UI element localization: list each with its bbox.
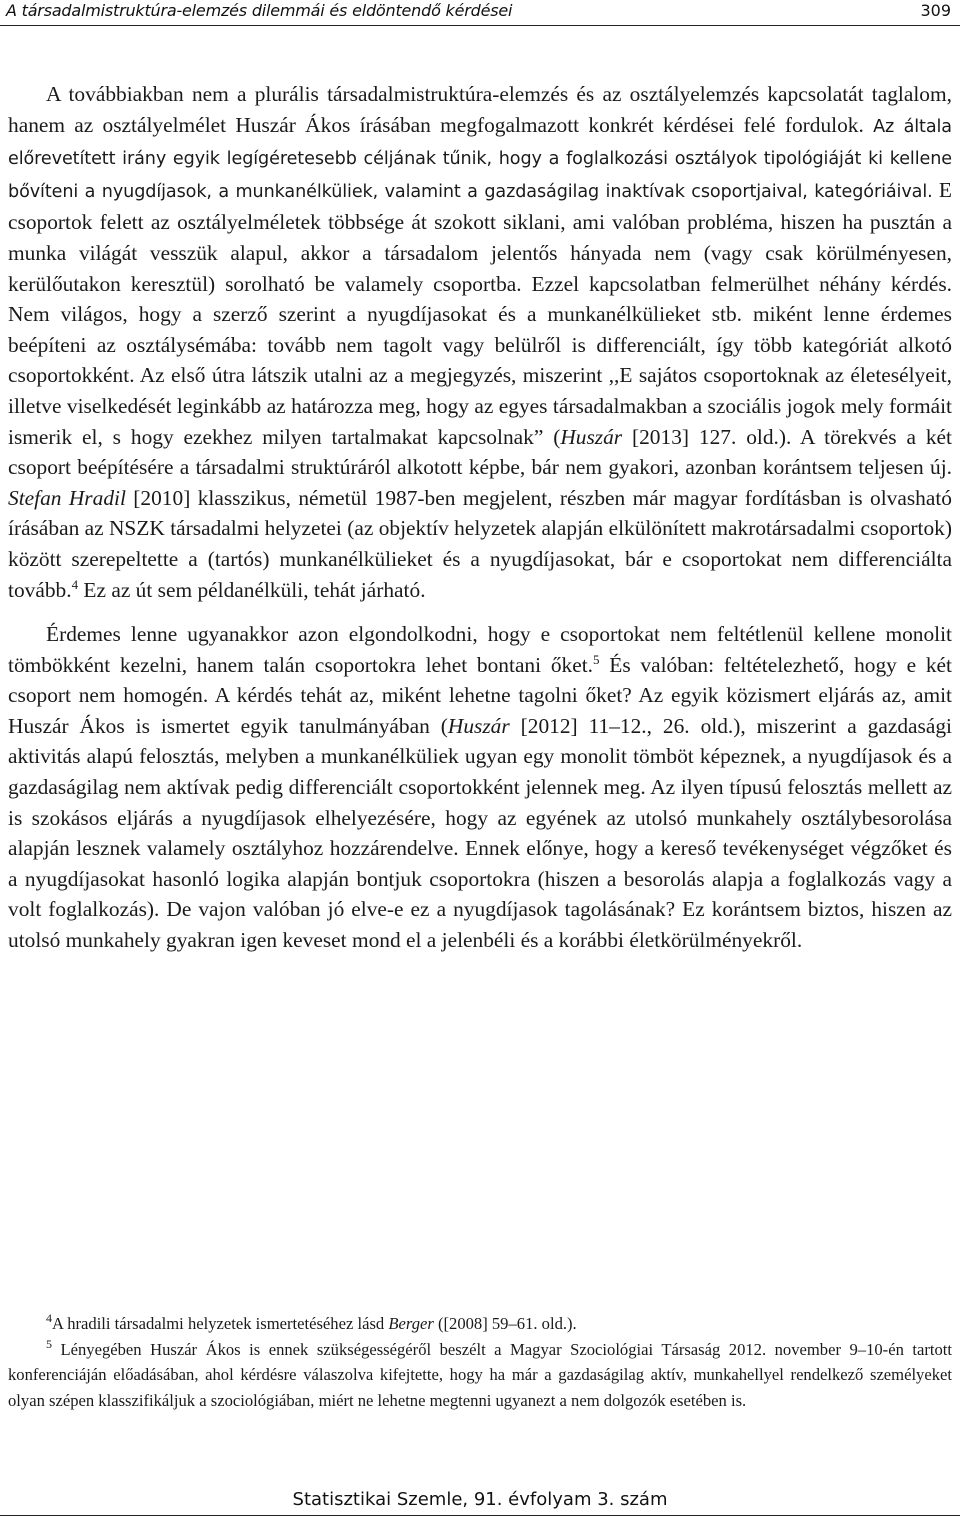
footnote-citation-author: Berger — [388, 1314, 434, 1333]
paragraph-1-sentence-1: A továbbiakban nem a plurális társadalmistruktúra-elemzés és az osztályelemzés kapcsolatát taglalom, hanem az osztályelmélet Huszár Ákos írásában megfogalmazott konkrét kérdései felé fordulok. — [8, 82, 952, 137]
footnote-text: A hradili társadalmi helyzetek ismertetéséhez lásd — [52, 1314, 389, 1333]
journal-name: Statisztikai Szemle, 91. évfolyam 3. szám — [292, 1489, 668, 1510]
paragraph-1-text-5: Ez az út sem példanélküli, tehát járható. — [78, 577, 426, 602]
body-text — [8, 79, 952, 956]
footnote-number: 5 — [46, 1336, 52, 1351]
footnotes — [8, 1311, 952, 1413]
citation-author: Huszár — [447, 713, 510, 738]
paragraph-1-text-2: E csoportok felett az osztályelméletek többsége át szokott siklani, ami valóban probléma, hiszen ha pusztán a munka világát vesszük alapul, akkor a társadalom jelentős hányada nem (vagy csak körülményesen, kerülőutakon keresztül) sorolható be valamely csoportba. Ezzel kapcsolatban felmerülhet néhány kérdés. Nem világos, hogy a szerző szerint a nyugdíjasokat és a munkanélkülieket stb. miként lenne érdemes beépíteni az osztálysémába: tovább nem tagolt vagy belülről is differenciált, így több kategóriát alkotó csoportokként. Az első útra látszik utalni az a megjegyzés, miszerint ,,E sajátos csoportoknak az életesélyeit, illetve viselkedését leginkább az határozza meg, hogy az egyes társadalmakban a szociális jogok mely formáit ismerik el, s hogy ezekhez milyen tartalmakat kapcsolnak” ( — [8, 177, 953, 449]
running-head — [0, 0, 960, 26]
running-head-title: A társadalmistruktúra-elemzés dilemmái és eldöntendő kérdései — [6, 1, 513, 20]
citation-author: Stefan Hradil — [8, 485, 126, 510]
paragraph-1 — [8, 79, 952, 605]
footnote-ref-5[interactable]: 5 — [593, 651, 600, 667]
footnote-ref-4[interactable]: 4 — [71, 576, 79, 592]
footer-rule — [0, 1515, 960, 1516]
paragraph-2-text-3: [2012] 11–12., 26. old.), miszerint a gazdasági aktivitás alapú felosztás, melyben a munkanélküliek ugyan egy monolit tömböt képeznek, a nyugdíjasok és a gazdaságilag nem aktívak pedig differenciált csoportokként jelennek meg. Az ilyen típusú felosztás mellett az is szokásos eljárás a nyugdíjasok elhelyezésére, hogy az egyének az utolsó munkahely osztálybesorolása alapján lesznek valamely osztályhoz hozzárendelve. Ennek előnye, hogy a kereső tevékenységet végzőket és a nyugdíjasokat hasonló logika alapján bontjuk csoportokra (hiszen a besorolás alapja a foglalkozás vagy a volt foglalkozás). De vajon valóban jó elve-e ez a nyugdíjasok tagolásának? Ez korántsem biztos, hiszen az utolsó munkahely gyakran igen keveset mond el a jelenbéli és a korábbi életkörülményekről. — [8, 713, 952, 953]
footnote-text: Lényegében Huszár Ákos is ennek szükségességéről beszélt a Magyar Szociológiai Társaság 2012. november 9–10-én tartott konferenciáján előadásában, ahol kérdésre válaszolva kifejtette, hogy ha már a gazdaságilag aktív, munkahellyel rendelkező személyeket olyan szépen klasszifikáljuk a szociológiában, miért ne lehetne megtenni ugyanezt a nem dolgozók esetében is. — [8, 1339, 952, 1410]
header-rule — [0, 25, 960, 26]
paragraph-1-text-4: [2010] klasszikus, németül 1987-ben megjelent, részben már magyar fordításban is olvasható írásában az NSZK társadalmi helyzetei (az objektív helyzetek alapján elkülönített makrotársadalmi csoportok) között szerepeltette a (tartós) munkanélkülieket és a nyugdíjasokat, bár e csoportokat nem differenciálta tovább. — [8, 485, 952, 602]
footnote-number: 4 — [46, 1311, 52, 1325]
page-number: 309 — [920, 1, 951, 20]
paragraph-2-text-1: Érdemes lenne ugyanakkor azon elgondolkodni, hogy e csoportokat nem feltétlenül kellene monolit tömbökként kezelni, hanem talán csoportokra lehet bontani őket. — [8, 622, 952, 677]
footnote-5 — [8, 1337, 952, 1414]
paragraph-2-text-2: És valóban: feltételezhető, hogy e két csoport nem homogén. A kérdés tehát az, miként lehetne tagolni őket? Az egyik közismert eljárás az, amit Huszár Ákos is ismertet egyik tanulmányában ( — [8, 652, 952, 738]
citation-author: Huszár — [560, 424, 623, 449]
footnote-4 — [8, 1311, 952, 1337]
paragraph-1-text-3: [2013] 127. old.). A törekvés a két csoport beépítésére a társadalmi struktúráról alkotott képbe, bár nem gyakori, azonban korántsem teljesen új. — [8, 424, 952, 480]
paragraph-1-sans-passage: Az általa előrevetített irány egyik legígéretesebb céljának tűnik, hogy a foglalkozási osztályok tipológiáját ki kellene bővíteni a nyugdíjasok, a munkanélküliek, valamint a gazdaságilag inaktívak csoportjaival, kategóriáival. — [8, 116, 952, 202]
footnote-text: ([2008] 59–61. old.). — [433, 1314, 577, 1333]
paragraph-2 — [8, 619, 952, 956]
